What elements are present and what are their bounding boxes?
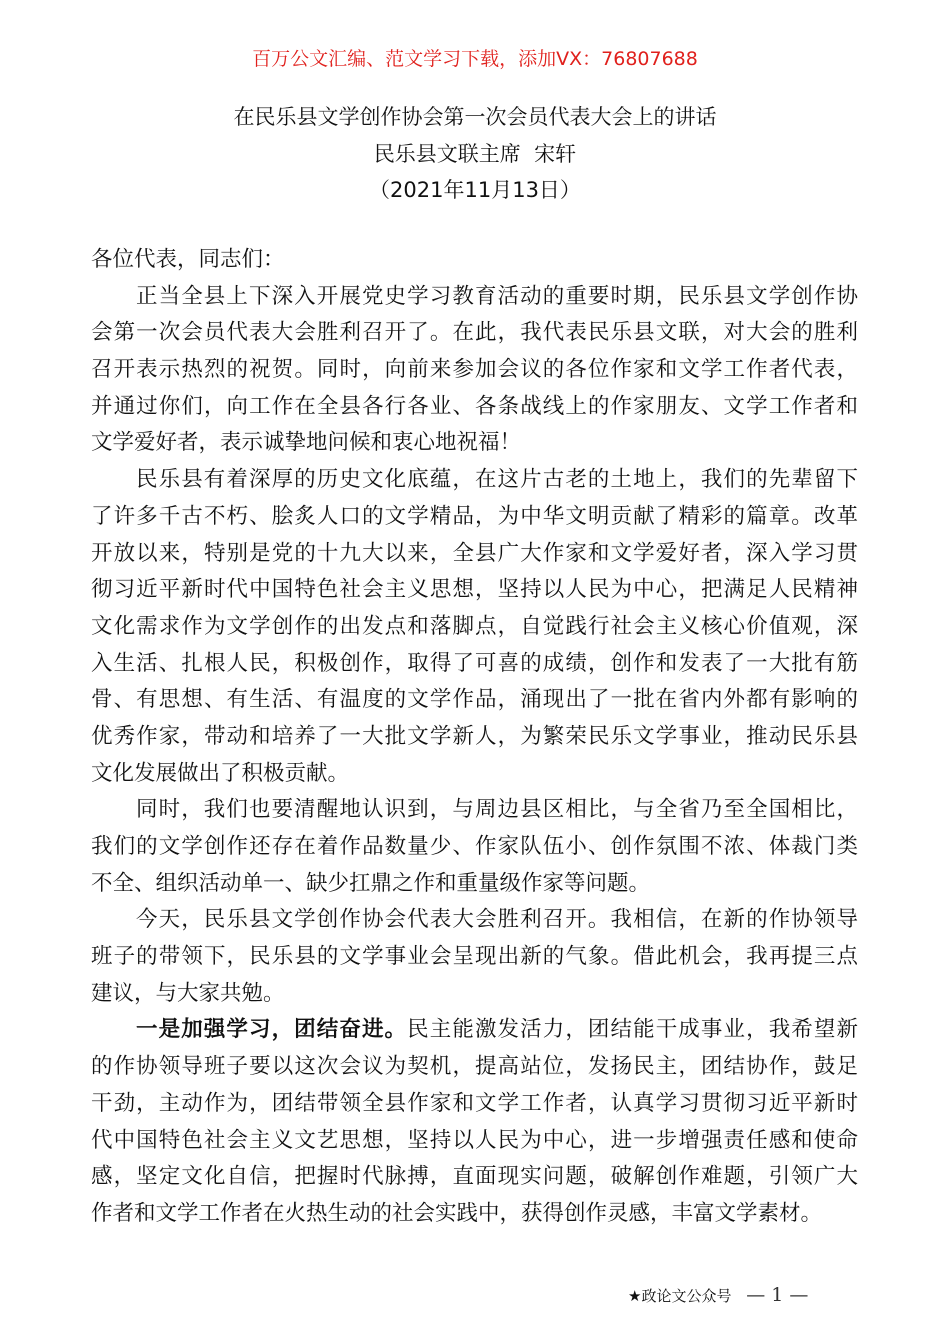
paragraph-line: 干劲，主动作为，团结带领全县作家和文学工作者，认真学习贯彻习近平新时 <box>91 1090 858 1116</box>
page-number: — 1 — <box>746 1284 809 1306</box>
paragraph <box>91 792 858 902</box>
paragraph-line <box>91 1012 858 1049</box>
paragraph-line: 优秀作家，带动和培养了一大批文学新人，为繁荣民乐文学事业，推动民乐县 <box>91 723 858 749</box>
paragraph-line: 班子的带领下，民乐县的文学事业会呈现出新的气象。借此机会，我再提三点 <box>91 944 858 970</box>
paragraph <box>91 1012 858 1232</box>
document-author: 民乐县文联主席 宋轩 <box>373 141 577 166</box>
paragraph-line: 会第一次会员代表大会胜利召开了。在此，我代表民乐县文联，对大会的胜利 <box>91 320 858 346</box>
document-date: （2021年11月13日） <box>369 178 581 203</box>
paragraph-line: 作者和文学工作者在火热生动的社会实践中，获得创作灵感，丰富文学素材。 <box>91 1200 823 1226</box>
paragraph-line: 文学爱好者，表示诚挚地问候和衷心地祝福！ <box>91 430 522 456</box>
paragraph-line: 的作协领导班子要以这次会议为契机，提高站位，发扬民主，团结协作，鼓足 <box>91 1054 858 1080</box>
paragraph-line: 文化发展做出了积极贡献。 <box>91 760 350 786</box>
paragraph-line: 不全、组织活动单一、缺少扛鼎之作和重量级作家等问题。 <box>91 870 651 896</box>
watermark-banner: 百万公文汇编、范文学习下载，添加VX：76807688 <box>252 48 698 70</box>
paragraph-line: 建议，与大家共勉。 <box>91 980 285 1006</box>
document-title: 在民乐县文学创作协会第一次会员代表大会上的讲话 <box>233 105 717 129</box>
paragraph-line: 我们的文学创作还存在着作品数量少、作家队伍小、创作氛围不浓、体裁门类 <box>91 834 858 859</box>
paragraph <box>91 902 858 1012</box>
paragraph <box>91 279 858 462</box>
paragraph-line: 并通过你们，向工作在全县各行各业、各条战线上的作家朋友、文学工作者和 <box>91 393 858 419</box>
paragraph-line: 正当全县上下深入开展党史学习教育活动的重要时期，民乐县文学创作协 <box>136 283 858 309</box>
paragraphs <box>91 279 858 1233</box>
footer-source: ★政论文公众号 <box>628 1287 732 1305</box>
paragraph-line: 骨、有思想、有生活、有温度的文学作品，涌现出了一批在省内外都有影响的 <box>91 687 858 713</box>
line-text: 民主能激发活力，团结能干成事业，我希望新 <box>407 1017 858 1043</box>
paragraph-line: 民乐县有着深厚的历史文化底蕴，在这片古老的土地上，我们的先辈留下 <box>136 467 858 493</box>
paragraph-line: 感，坚定文化自信，把握时代脉搏，直面现实问题，破解创作难题，引领广大 <box>91 1164 858 1190</box>
paragraph-line: 召开表示热烈的祝贺。同时，向前来参加会议的各位作家和文学工作者代表， <box>91 357 858 383</box>
paragraph-line: 文化需求作为文学创作的出发点和落脚点，自觉践行社会主义核心价值观，深 <box>91 613 858 639</box>
paragraph-line: 开放以来，特别是党的十九大以来，全县广大作家和文学爱好者，深入学习贯 <box>91 540 858 566</box>
paragraph <box>91 462 858 792</box>
salutation: 各位代表，同志们： <box>91 247 285 272</box>
paragraph-line: 了许多千古不朽、脍炙人口的文学精品，为中华文明贡献了精彩的篇章。改革 <box>91 503 858 529</box>
bold-lead: 一是加强学习，团结奋进。 <box>136 1017 408 1043</box>
paragraph-line: 今天，民乐县文学创作协会代表大会胜利召开。我相信，在新的作协领导 <box>136 907 858 933</box>
document-body <box>91 242 858 1233</box>
paragraph-line: 彻习近平新时代中国特色社会主义思想，坚持以人民为中心，把满足人民精神 <box>91 577 858 603</box>
paragraph-line: 同时，我们也要清醒地认识到，与周边县区相比，与全省乃至全国相比， <box>136 797 858 823</box>
paragraph-line: 入生活、扎根人民，积极创作，取得了可喜的成绩，创作和发表了一大批有筋 <box>91 650 858 676</box>
document-header <box>0 99 950 209</box>
page-footer <box>628 1283 808 1308</box>
paragraph-line: 代中国特色社会主义文艺思想，坚持以人民为中心，进一步增强责任感和使命 <box>91 1127 858 1153</box>
